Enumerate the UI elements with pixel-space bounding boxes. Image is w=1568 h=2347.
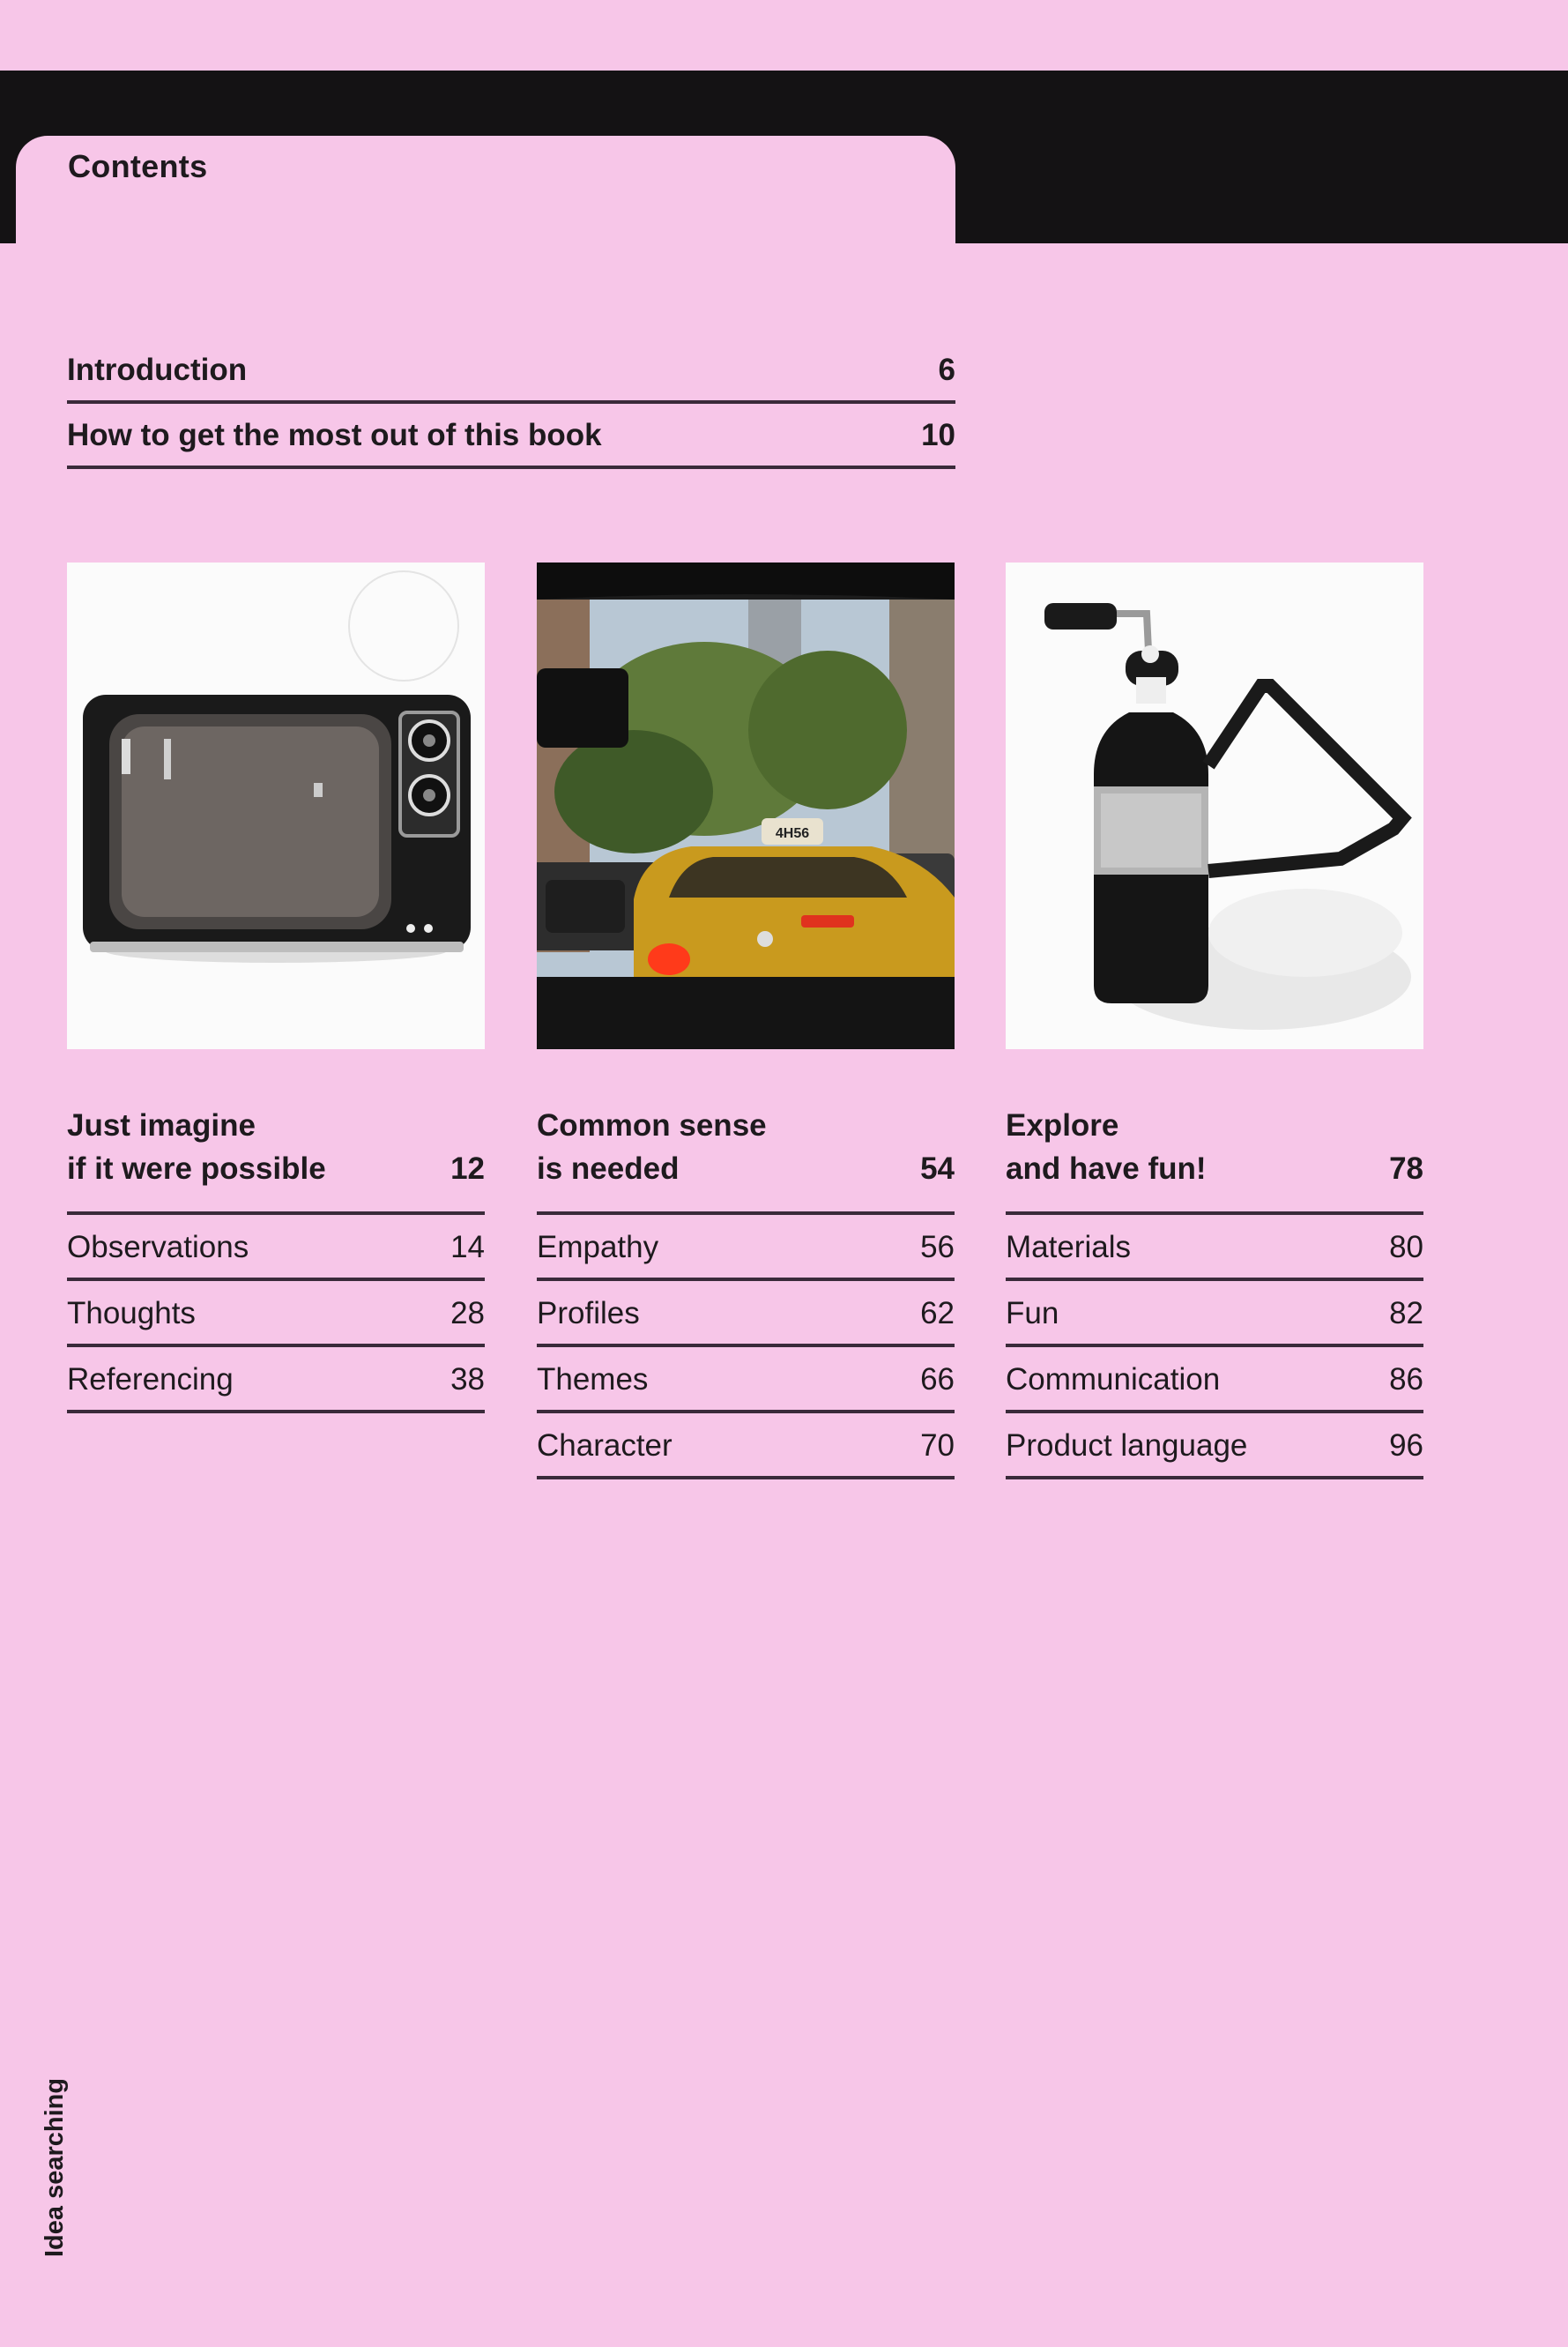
- toc-label: Introduction: [67, 353, 248, 387]
- section-page-number: 12: [450, 1151, 485, 1186]
- toc-page-number: 66: [920, 1362, 955, 1397]
- section-title-line2: and have fun!: [1006, 1151, 1207, 1186]
- toc-page-number: 38: [450, 1362, 485, 1397]
- taxi-roof-sign: 4H56: [775, 826, 810, 841]
- section-heading-row[interactable]: [537, 1093, 955, 1215]
- tv-photo: [67, 563, 485, 1049]
- toc-section-just-imagine: [67, 1093, 485, 1413]
- toc-page-number: 56: [920, 1230, 955, 1264]
- toc-page-number: 82: [1389, 1296, 1423, 1330]
- toc-row-introduction[interactable]: [67, 339, 955, 404]
- section-title-line1: Just imagine: [67, 1108, 256, 1143]
- toc-page-number: 10: [921, 418, 955, 452]
- toc-section-common-sense: [537, 1093, 955, 1479]
- toc-item-communication[interactable]: [1006, 1347, 1423, 1413]
- toc-label: Character: [537, 1428, 673, 1463]
- toc-label: Communication: [1006, 1362, 1221, 1397]
- section-page-number: 78: [1389, 1151, 1423, 1186]
- toc-section-explore: [1006, 1093, 1423, 1479]
- toc-page-number: 6: [938, 353, 955, 387]
- toc-label: Profiles: [537, 1296, 640, 1330]
- toc-row-how-to[interactable]: [67, 404, 955, 469]
- taxi-photo: [537, 563, 955, 1049]
- toc-page-number: 14: [450, 1230, 485, 1264]
- toc-item-character[interactable]: [537, 1413, 955, 1479]
- running-section-label: Idea searching: [41, 2077, 69, 2257]
- section-page-number: 54: [920, 1151, 955, 1186]
- toc-item-empathy[interactable]: [537, 1215, 955, 1281]
- section-title: [537, 1104, 767, 1190]
- toc-item-product-language[interactable]: [1006, 1413, 1423, 1479]
- page-title: Contents: [68, 148, 208, 184]
- toc-item-fun[interactable]: [1006, 1281, 1423, 1347]
- toc-page-number: 96: [1389, 1428, 1423, 1463]
- section-title: [67, 1104, 326, 1190]
- toc-label: How to get the most out of this book: [67, 418, 602, 452]
- toc-item-profiles[interactable]: [537, 1281, 955, 1347]
- section-title-line2: if it were possible: [67, 1151, 326, 1186]
- section-title-line1: Explore: [1006, 1108, 1119, 1143]
- toc-page-number: 28: [450, 1296, 485, 1330]
- bottle-photo: [1006, 563, 1423, 1049]
- toc-page-number: 70: [920, 1428, 955, 1463]
- toc-page-number: 80: [1389, 1230, 1423, 1264]
- toc-label: Empathy: [537, 1230, 659, 1264]
- toc-item-referencing[interactable]: [67, 1347, 485, 1413]
- toc-label: Observations: [67, 1230, 249, 1264]
- toc-label: Fun: [1006, 1296, 1059, 1330]
- toc-item-observations[interactable]: [67, 1215, 485, 1281]
- section-heading-row[interactable]: [1006, 1093, 1423, 1215]
- toc-label: Product language: [1006, 1428, 1248, 1463]
- toc-page-number: 86: [1389, 1362, 1423, 1397]
- toc-item-themes[interactable]: [537, 1347, 955, 1413]
- section-title-line1: Common sense: [537, 1108, 767, 1143]
- toc-label: Thoughts: [67, 1296, 196, 1330]
- section-heading-row[interactable]: [67, 1093, 485, 1215]
- toc-page-number: 62: [920, 1296, 955, 1330]
- toc-label: Materials: [1006, 1230, 1131, 1264]
- toc-item-materials[interactable]: [1006, 1215, 1423, 1281]
- toc-item-thoughts[interactable]: [67, 1281, 485, 1347]
- toc-label: Themes: [537, 1362, 649, 1397]
- section-title-line2: is needed: [537, 1151, 680, 1186]
- toc-label: Referencing: [67, 1362, 234, 1397]
- section-title: [1006, 1104, 1207, 1190]
